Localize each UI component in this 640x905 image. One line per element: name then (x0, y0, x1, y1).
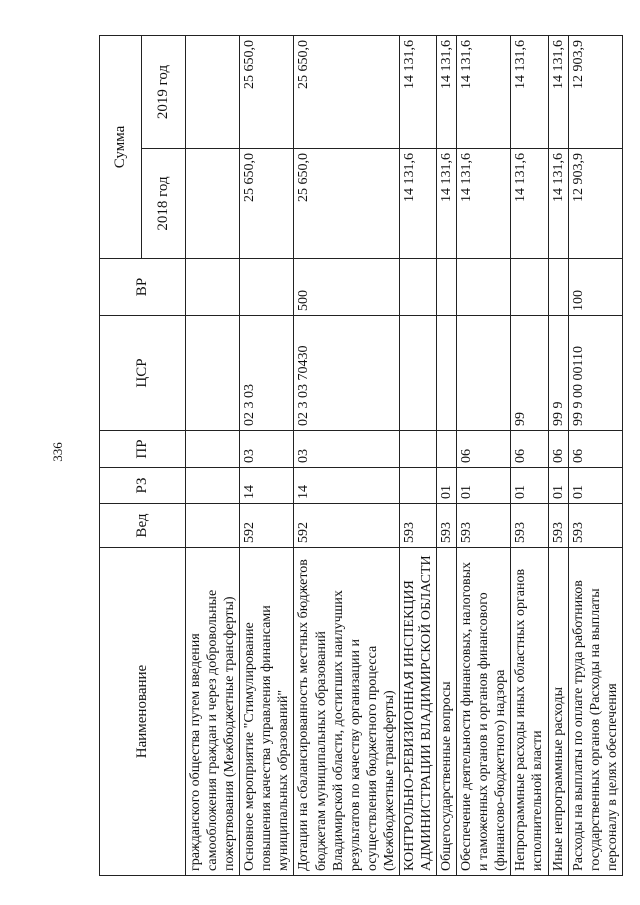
cell-pr (186, 431, 240, 468)
cell-name: гражданского общества путем введения самообложения граждан и через добровольные пожертвования (Межбюджетные трансферты) (186, 548, 240, 876)
cell-ved (186, 504, 240, 548)
cell-sum-2019: 25 650,0 (294, 35, 399, 148)
cell-vr (437, 259, 457, 316)
header-vr: ВР (100, 259, 186, 316)
cell-sum-2019: 14 131,6 (399, 35, 436, 148)
cell-name: Иные непрограммные расходы (548, 548, 568, 876)
cell-sum-2018: 14 131,6 (511, 149, 548, 259)
cell-name: Обеспечение деятельности финансовых, налоговых и таможенных органов и органов финансового (финансово-бюджетного) надзора (457, 548, 511, 876)
cell-csr (457, 316, 511, 431)
cell-pr: 06 (457, 431, 511, 468)
cell-ved: 593 (548, 504, 568, 548)
header-year-2018: 2018 год (142, 149, 186, 259)
table-row (511, 35, 548, 875)
cell-name: Общегосударственные вопросы (437, 548, 457, 876)
cell-sum-2018: 25 650,0 (294, 149, 399, 259)
cell-name: Дотации на сбалансированность местных бюджетов бюджетам муниципальных образований Владимирской области, достигших наилучших результатов по качеству организации и осуществления бюджетного процесса (Межбюджетные трансферты) (294, 548, 399, 876)
cell-pr: 06 (568, 431, 622, 468)
budget-table (99, 35, 623, 876)
header-name: Наименование (100, 548, 186, 876)
cell-vr (240, 259, 294, 316)
header-sum: Сумма (100, 35, 142, 258)
cell-ved: 593 (511, 504, 548, 548)
cell-sum-2019: 14 131,6 (457, 35, 511, 148)
table-body (186, 35, 623, 875)
cell-sum-2018: 14 131,6 (548, 149, 568, 259)
cell-rz: 01 (437, 468, 457, 504)
cell-rz: 01 (457, 468, 511, 504)
cell-pr: 06 (548, 431, 568, 468)
cell-ved: 592 (294, 504, 399, 548)
cell-sum-2019: 14 131,6 (511, 35, 548, 148)
cell-rz: 01 (511, 468, 548, 504)
cell-csr: 99 9 (548, 316, 568, 431)
cell-sum-2018: 14 131,6 (399, 149, 436, 259)
cell-sum-2018: 25 650,0 (240, 149, 294, 259)
table-row (186, 35, 240, 875)
cell-rz: 01 (568, 468, 622, 504)
cell-vr: 500 (294, 259, 399, 316)
cell-sum-2018: 14 131,6 (437, 149, 457, 259)
cell-ved: 593 (437, 504, 457, 548)
cell-csr (186, 316, 240, 431)
cell-csr: 02 3 03 70430 (294, 316, 399, 431)
table-row (457, 35, 511, 875)
table-row (548, 35, 568, 875)
cell-ved: 592 (240, 504, 294, 548)
cell-name: Основное мероприятие "Стимулирование повышения качества управления финансами муниципальных образований" (240, 548, 294, 876)
cell-sum-2019: 12 903,9 (568, 35, 622, 148)
header-ved: Вед (100, 504, 186, 548)
table-row (294, 35, 399, 875)
cell-sum-2018: 14 131,6 (457, 149, 511, 259)
cell-csr (437, 316, 457, 431)
cell-sum-2018 (186, 149, 240, 259)
cell-vr (548, 259, 568, 316)
cell-sum-2019: 14 131,6 (548, 35, 568, 148)
cell-csr (399, 316, 436, 431)
cell-csr: 02 3 03 (240, 316, 294, 431)
cell-rz: 14 (294, 468, 399, 504)
cell-pr: 03 (294, 431, 399, 468)
cell-sum-2019: 14 131,6 (437, 35, 457, 148)
cell-pr (399, 431, 436, 468)
cell-name: КОНТРОЛЬНО-РЕВИЗИОННАЯ ИНСПЕКЦИЯ АДМИНИСТРАЦИИ ВЛАДИМИРСКОЙ ОБЛАСТИ (399, 548, 436, 876)
cell-ved: 593 (399, 504, 436, 548)
budget-sheet (99, 36, 620, 876)
cell-rz (399, 468, 436, 504)
cell-pr (437, 431, 457, 468)
cell-rz (186, 468, 240, 504)
header-rz: РЗ (100, 468, 186, 504)
cell-rz: 01 (548, 468, 568, 504)
cell-vr (511, 259, 548, 316)
cell-vr (457, 259, 511, 316)
cell-sum-2019 (186, 35, 240, 148)
cell-sum-2019: 25 650,0 (240, 35, 294, 148)
cell-csr: 99 (511, 316, 548, 431)
cell-pr: 03 (240, 431, 294, 468)
cell-vr (399, 259, 436, 316)
cell-name: Расходы на выплаты по оплате труда работников государственных органов (Расходы на выплаты персоналу в целях обеспечения (568, 548, 622, 876)
header-csr: ЦСР (100, 316, 186, 431)
header-pr: ПР (100, 431, 186, 468)
cell-ved: 593 (568, 504, 622, 548)
page-number: 336 (50, 442, 65, 462)
cell-pr: 06 (511, 431, 548, 468)
cell-vr (186, 259, 240, 316)
cell-rz: 14 (240, 468, 294, 504)
cell-name: Непрограммные расходы иных областных органов исполнительной власти (511, 548, 548, 876)
cell-csr: 99 9 00 00110 (568, 316, 622, 431)
table-row (568, 35, 622, 875)
cell-ved: 593 (457, 504, 511, 548)
cell-vr: 100 (568, 259, 622, 316)
cell-sum-2018: 12 903,9 (568, 149, 622, 259)
table-row (240, 35, 294, 875)
table-row (399, 35, 436, 875)
header-year-2019: 2019 год (142, 35, 186, 148)
table-row (437, 35, 457, 875)
